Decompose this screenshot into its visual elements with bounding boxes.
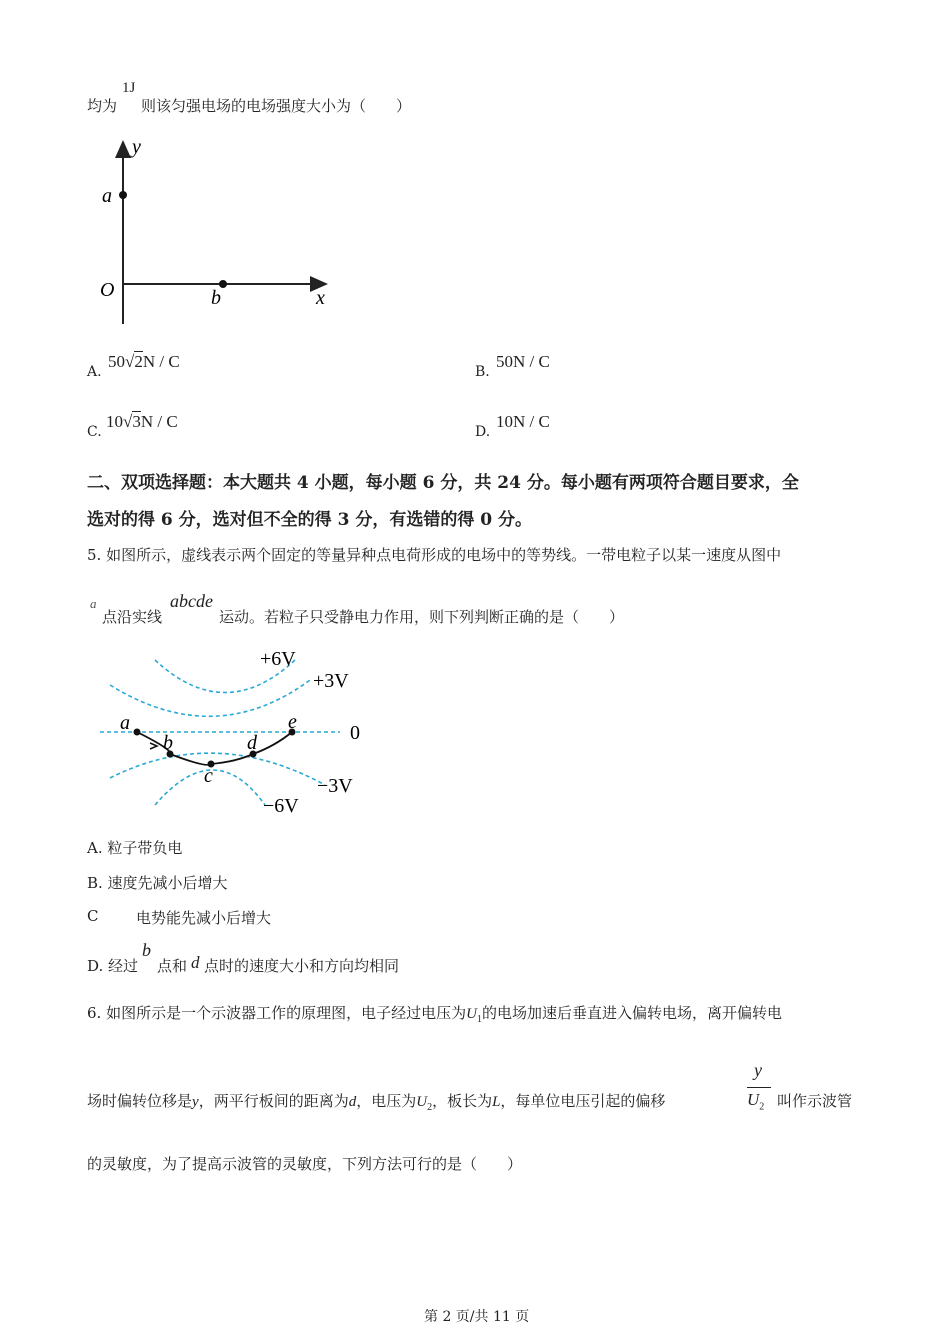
q5-option-c-text: 电势能先减小后增大: [136, 909, 272, 927]
label-b: b: [163, 732, 173, 754]
q5-option-d-d: d: [191, 953, 200, 972]
q6-fraction-numerator: y: [754, 1060, 762, 1080]
equipotential-plus3: [110, 680, 310, 716]
label-a: a: [120, 712, 130, 734]
label-zero: 0: [350, 722, 360, 744]
q4-option-d: 10N / C: [496, 412, 550, 431]
label-e: e: [288, 711, 297, 733]
q4-option-b: 50N / C: [496, 352, 550, 371]
page-number: 第 2 页/共 11 页: [424, 1309, 530, 1325]
q5-option-d-prefix: D. 经过: [87, 957, 139, 975]
q4-option-a: 50√2N / C: [108, 352, 180, 371]
y-axis-label: y: [132, 136, 141, 158]
point-b-label: b: [211, 287, 221, 309]
q6-line3: 的灵敏度，为了提高示波管的灵敏度，下列方法可行的是（ ）: [87, 1155, 523, 1173]
q5-option-d-rest: 点时的速度大小和方向均相同: [204, 957, 400, 975]
q5-line2-text1: 点沿实线: [102, 608, 163, 626]
label-c: c: [204, 765, 213, 787]
label-plus3v: +3V: [313, 670, 349, 692]
sqrt-icon: √: [123, 412, 133, 431]
q5-line1: 5. 如图所示，虚线表示两个固定的等量异种点电荷形成的电场中的等势线。一带电粒子以某一速度从图中: [87, 546, 782, 564]
section2-heading-line2: 选对的得 6 分，选对但不全的得 3 分，有选错的得 0 分。: [87, 510, 532, 530]
q4-line-rest: 则该匀强电场的电场强度大小为（ ）: [141, 97, 412, 115]
section2-heading-line1: 二、双项选择题：本大题共 4 小题，每小题 6 分，共 24 分。每小题有两项符合题目要求，全: [87, 473, 799, 493]
q6-line2: 场时偏转位移是y，两平行板间的距离为d，电压为$U_2$，板长为L，每单位电压引起的偏移: [87, 1092, 666, 1113]
equipotential-minus3: [110, 753, 325, 785]
q5-option-d-mid: 点和: [157, 957, 188, 975]
sqrt-icon: √: [125, 352, 135, 371]
q5-option-a: A. 粒子带负电: [87, 839, 183, 857]
q4-option-c: 10√3N / C: [106, 412, 178, 431]
q4-sup-value: 1J: [122, 80, 136, 96]
q4-option-d-letter: D.: [475, 424, 491, 440]
label-minus6v: −6V: [263, 795, 299, 817]
label-plus6v: +6V: [260, 648, 296, 670]
q5-option-c-letter: C: [87, 907, 99, 925]
q5-point-a-small: a: [90, 596, 97, 611]
point-a-dot: [119, 191, 127, 199]
point-a-label: a: [102, 185, 112, 207]
particle-trajectory: [137, 732, 292, 765]
q5-line2-text2: 运动。若粒子只受静电力作用，则下列判断正确的是（ ）: [219, 608, 625, 626]
q6-fraction-bar: [747, 1087, 771, 1088]
q4-option-c-letter: C.: [87, 424, 102, 440]
q5-path-label: abcde: [170, 591, 213, 611]
q6-fraction-denominator: $U_2$: [747, 1090, 765, 1113]
q5-option-d-b: b: [142, 940, 151, 960]
q4-coordinate-figure: [90, 132, 350, 332]
label-d: d: [247, 732, 257, 754]
trajectory-point-a: [134, 729, 141, 736]
q5-equipotential-figure: [95, 640, 375, 820]
origin-label: O: [100, 279, 115, 301]
x-axis-label: x: [316, 287, 325, 309]
label-minus3v: −3V: [317, 775, 353, 797]
q4-line-prefix: 均为: [87, 97, 118, 115]
q4-option-b-letter: B.: [475, 364, 490, 380]
q5-option-b: B. 速度先减小后增大: [87, 874, 228, 892]
q6-line1: 6. 如图所示是一个示波器工作的原理图，电子经过电压为$U_1$的电场加速后垂直进入偏转电场，离开偏转电: [87, 1004, 782, 1025]
q6-line2-end: 叫作示波管: [777, 1092, 853, 1110]
direction-arrow-icon: [150, 743, 157, 749]
q4-option-a-letter: A.: [87, 364, 102, 380]
